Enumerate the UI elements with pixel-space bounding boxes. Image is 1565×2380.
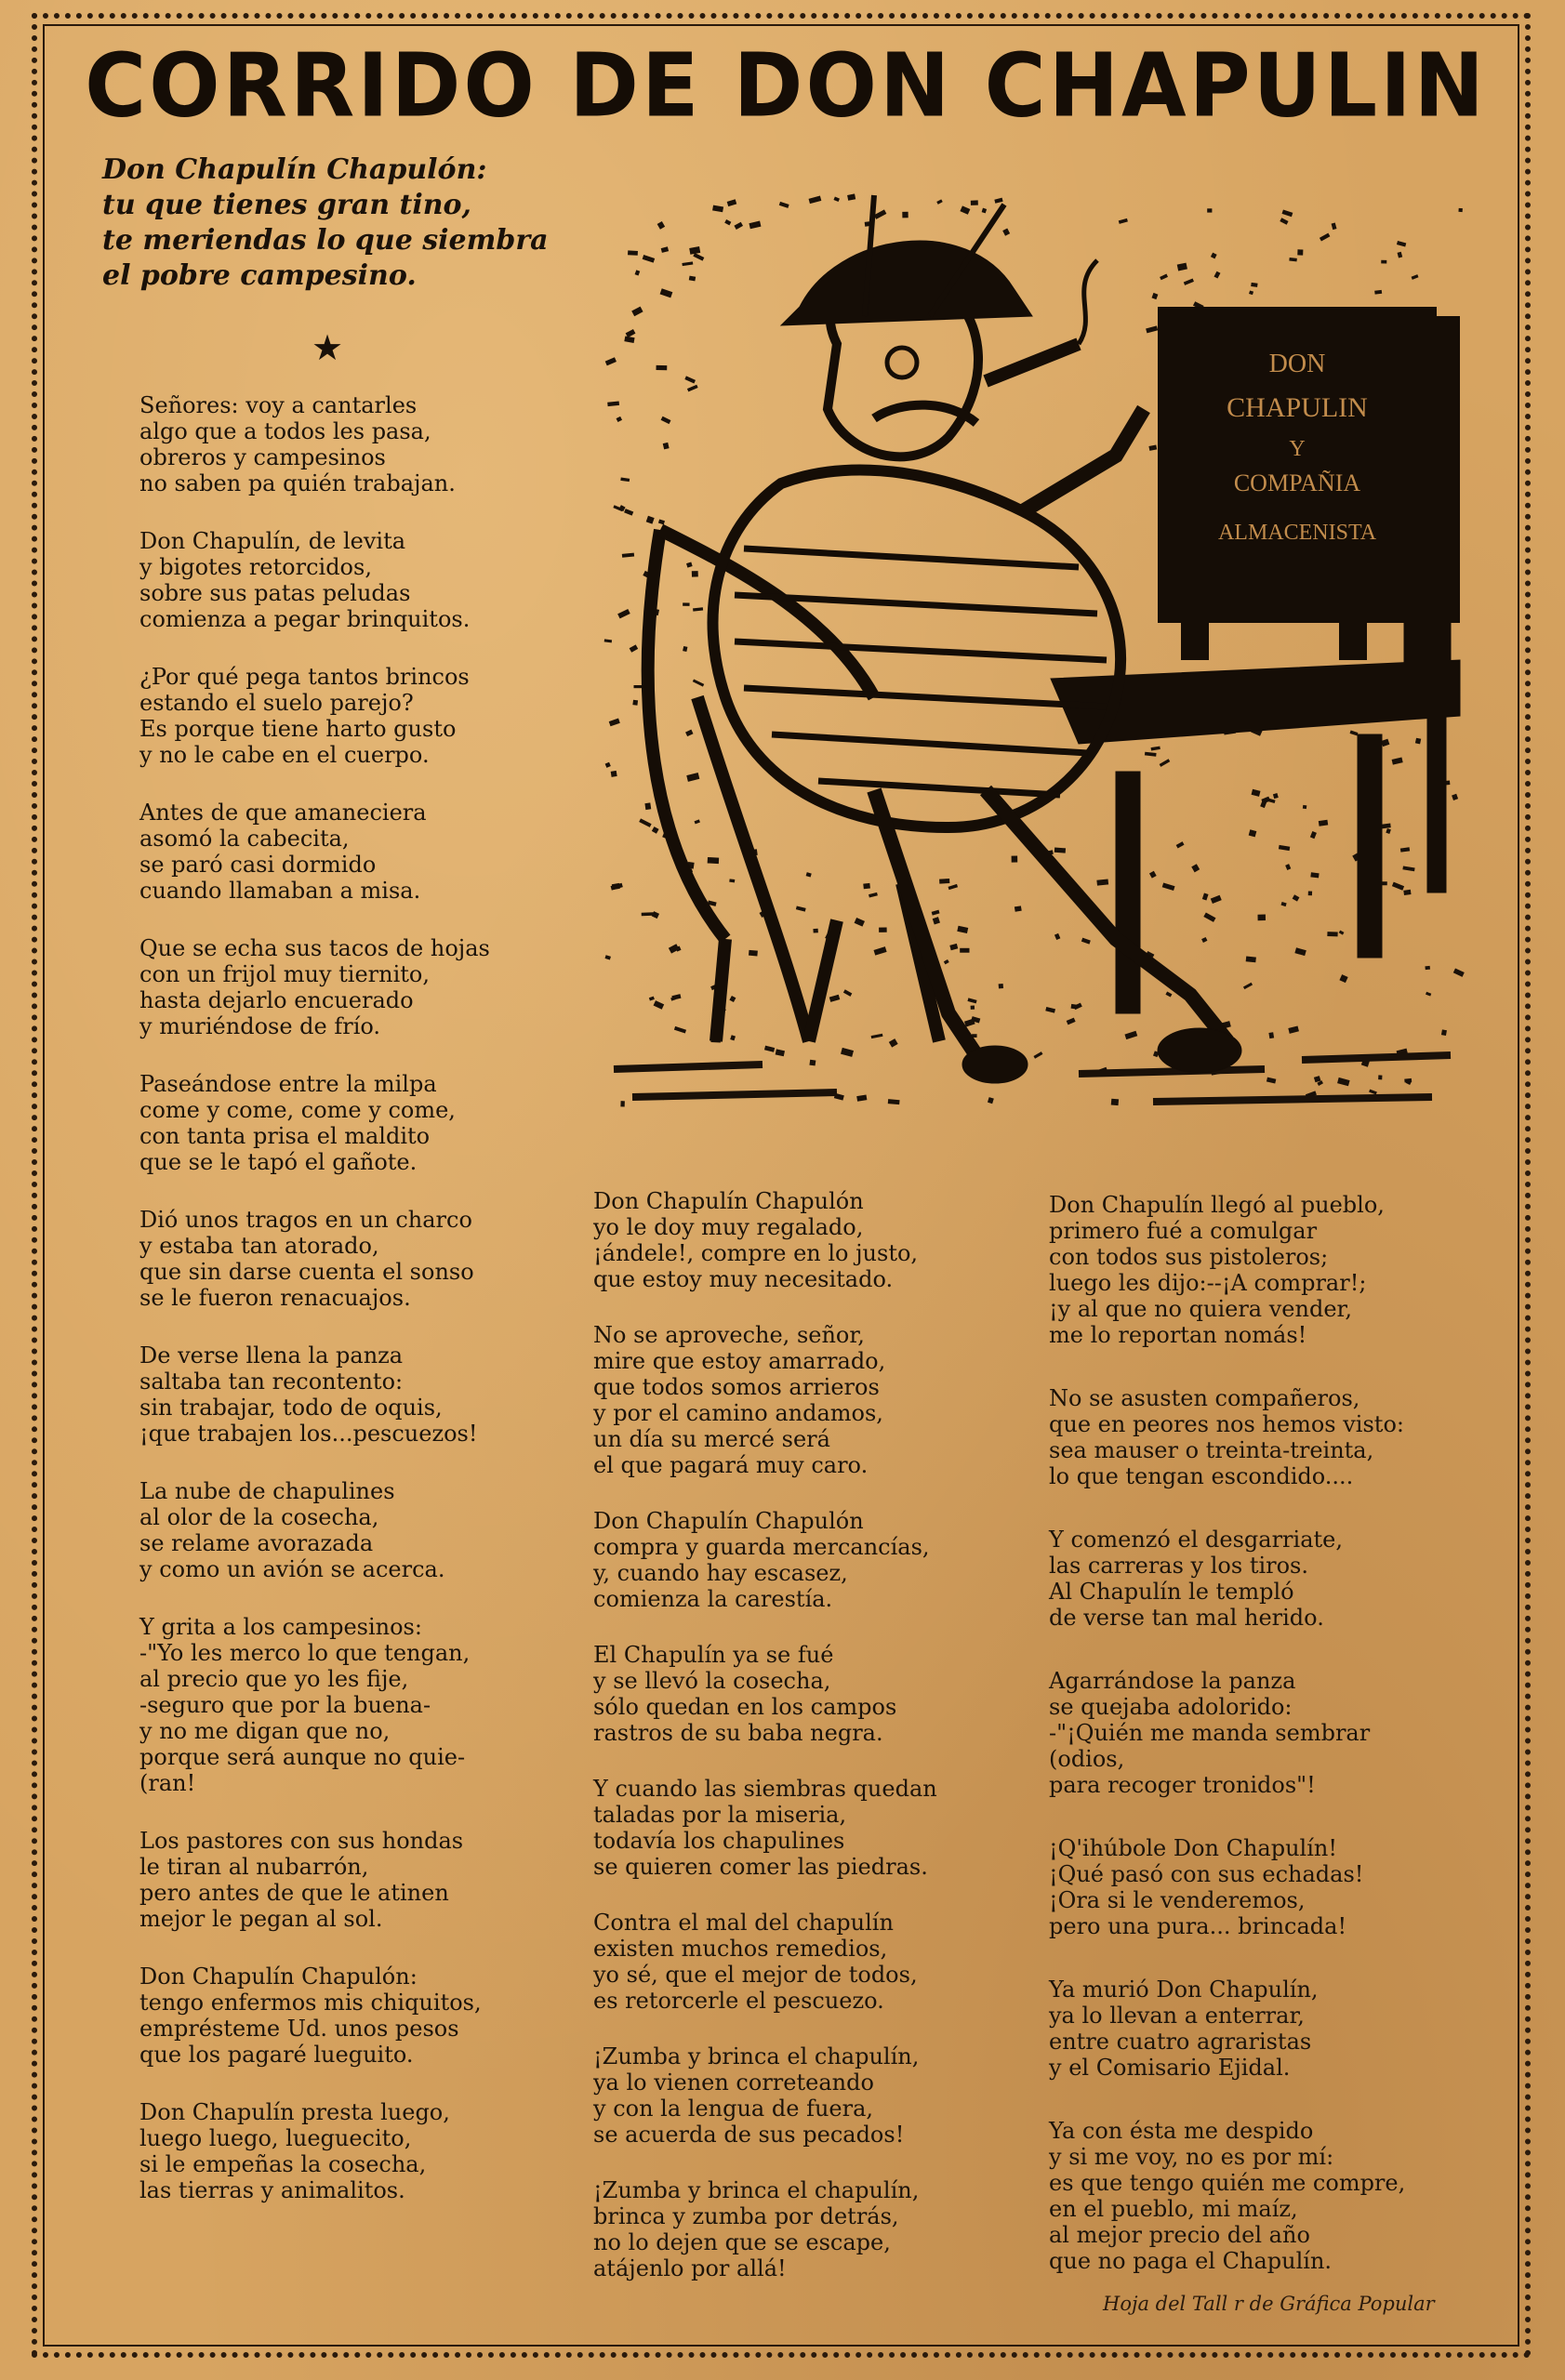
speckle <box>730 1035 736 1040</box>
speckle <box>622 553 634 558</box>
speckle <box>994 198 1002 204</box>
speckle <box>960 205 970 214</box>
speckle <box>1146 325 1158 333</box>
speckle <box>1249 829 1257 837</box>
stanza: Contra el mal del chapulín existen muchos remedios, yo sé, que el mejor de todos, es retorcerle el pescuezo. <box>593 1910 918 2014</box>
speckle <box>1308 891 1312 895</box>
stanza: El Chapulín ya se fué y se llevó la cosecha, sólo quedan en los campos rastros de su baba negra. <box>593 1642 897 1746</box>
speckle <box>646 516 655 524</box>
speckle <box>1339 931 1345 935</box>
speckle <box>1152 293 1159 299</box>
speckle <box>1289 258 1297 261</box>
speckle <box>605 357 617 365</box>
speckle <box>1251 283 1257 287</box>
speckle <box>652 826 659 834</box>
speckle <box>692 571 698 577</box>
speckle <box>639 818 651 827</box>
speckle <box>605 955 611 959</box>
speckle <box>674 1026 686 1034</box>
speckle <box>1453 968 1465 976</box>
sign-line-4: COMPAÑIA <box>1233 469 1361 496</box>
stanza: Los pastores con sus hondas le tiran al nubarrón, pero antes de que le atinen mejor le pegan al sol. <box>139 1828 464 1932</box>
speckle <box>708 857 720 864</box>
speckle <box>630 644 639 652</box>
speckle <box>683 602 689 606</box>
speckle <box>1303 805 1306 809</box>
speckle <box>1149 871 1157 879</box>
speckle <box>617 609 630 618</box>
speckle <box>1403 890 1411 895</box>
speckle <box>685 730 693 736</box>
stanza: Ya con ésta me despido y si me voy, no es por mí: es que tengo quién me compre, en el pueblo, mi maíz, al mejor precio del año que no paga el Chapulín. <box>1049 2118 1406 2274</box>
speckle <box>654 1000 665 1010</box>
sign-line-1: DON <box>1268 350 1326 378</box>
speckle <box>635 270 641 275</box>
speckle <box>660 288 673 298</box>
verse-column-2 <box>593 1188 993 2311</box>
speckle <box>967 998 976 1003</box>
stanza: De verse llena la panza saltaba tan recontento: sin trabajar, todo de oquis, ¡que trabajen los...pescuezos! <box>139 1342 478 1447</box>
speckle <box>695 819 700 824</box>
speckle <box>809 196 822 205</box>
speckle <box>1398 252 1403 258</box>
speckle <box>632 700 638 706</box>
stanza: Y comenzó el desgarriate, las carreras y los tiros. Al Chapulín le templó de verse tan mal herido. <box>1049 1527 1343 1631</box>
speckle <box>682 261 693 266</box>
speckle <box>1310 831 1317 839</box>
speckle <box>1151 747 1160 751</box>
speckle <box>729 996 736 1002</box>
stanza: Don Chapulín Chapulón: tengo enfermos mis chiquitos, emprésteme Ud. unos pesos que los pagaré lueguito. <box>139 1964 482 2068</box>
speckle <box>843 989 852 997</box>
speckle <box>749 221 761 230</box>
speckle <box>1124 1031 1137 1039</box>
speckle <box>1015 906 1022 911</box>
speckle <box>1201 937 1207 943</box>
speckle <box>1297 249 1303 255</box>
speckle <box>964 1019 975 1027</box>
stanza: La nube de chapulines al olor de la cosecha, se relame avorazada y como un avión se acerca. <box>139 1478 445 1582</box>
speckle <box>764 1046 775 1052</box>
speckle <box>683 646 687 652</box>
speckle <box>933 917 940 924</box>
speckle <box>657 221 665 230</box>
speckle <box>1279 845 1290 851</box>
speckle <box>1337 1078 1350 1086</box>
speckle <box>1162 882 1175 891</box>
sign-line-2: CHAPULIN <box>1227 392 1368 423</box>
speckle <box>624 509 633 516</box>
stanza: Paseándose entre la milpa come y come, come y come, con tanta prisa el maldito que se le tapó el gañote. <box>139 1071 456 1175</box>
speckle <box>724 219 731 225</box>
speckle <box>776 1049 785 1056</box>
speckle <box>1184 279 1194 285</box>
speckle <box>1415 738 1421 745</box>
stanza: No se aproveche, señor, mire que estoy amarrado, que todos somos arrieros y por el camino andamos, un día su mercé será el que pagará muy caro. <box>593 1322 886 1478</box>
speckle <box>1350 731 1359 736</box>
speckle <box>686 773 699 782</box>
speckle <box>1314 1076 1321 1082</box>
stanza: Don Chapulín, de levita y bigotes retorcidos, sobre sus patas peludas comienza a pegar brinquitos. <box>139 528 471 632</box>
stanza: Agarrándose la panza se quejaba adolorido: -"¡Quién me manda sembrar (odios, para recoger tronidos"! <box>1049 1668 1371 1798</box>
speckle <box>1249 290 1253 295</box>
speckle <box>617 416 622 422</box>
speckle <box>1243 983 1253 989</box>
speckle <box>948 884 958 890</box>
speckle <box>1148 444 1157 450</box>
speckle <box>607 401 619 406</box>
speckle <box>1332 222 1337 230</box>
speckle <box>1268 1032 1274 1038</box>
speckle <box>1404 1078 1412 1082</box>
speckle <box>661 246 669 253</box>
speckle <box>1386 828 1391 834</box>
speckle <box>1191 864 1200 872</box>
speckle <box>1054 933 1060 940</box>
speckle <box>1310 872 1319 878</box>
speckle <box>847 193 855 200</box>
sign-line-5: ALMACENISTA <box>1217 521 1377 545</box>
speckle <box>841 1048 854 1057</box>
speckle <box>1381 260 1386 264</box>
speckle <box>1392 757 1403 764</box>
speckle <box>624 336 634 343</box>
speckle <box>1214 271 1220 279</box>
speckle <box>999 984 1003 988</box>
speckle <box>1211 895 1222 904</box>
speckle <box>729 879 735 882</box>
speckle <box>634 685 643 688</box>
speckle <box>874 209 887 218</box>
speckle <box>1252 789 1261 797</box>
speckle <box>960 948 969 953</box>
speckle <box>806 872 812 877</box>
speckle <box>1369 1090 1377 1095</box>
speckle <box>611 771 617 777</box>
speckle <box>749 950 758 957</box>
sign-line-3: Y <box>1289 437 1306 461</box>
speckle <box>1267 1078 1276 1084</box>
speckle <box>1096 879 1108 885</box>
stanza: ¡Zumba y brinca el chapulín, brinca y zumba por detrás, no lo dejen que se escape, atájenlo por allá! <box>593 2177 920 2281</box>
speckle <box>1246 957 1256 963</box>
speckle <box>869 892 878 898</box>
speckle <box>727 199 737 206</box>
speckle <box>939 879 949 884</box>
speckle <box>1392 882 1404 891</box>
speckle <box>734 222 743 230</box>
speckle <box>1054 848 1066 853</box>
speckle <box>1425 966 1430 970</box>
stanza: Que se echa sus tacos de hojas con un frijol muy tiernito, hasta dejarlo encuerado y muriéndose de frío. <box>139 935 490 1039</box>
speckle <box>1412 274 1419 280</box>
stanza: Ya murió Don Chapulín, ya lo llevan a enterrar, entre cuatro agraristas y el Comisario Ejidal. <box>1049 1977 1319 2081</box>
speckle <box>1081 938 1091 945</box>
speckle <box>1033 1051 1042 1059</box>
speckle <box>644 802 651 810</box>
speckle <box>1203 912 1215 921</box>
speckle <box>1207 208 1212 212</box>
speckle <box>932 910 940 916</box>
speckle <box>657 365 668 370</box>
stanza: Antes de que amaneciera asomó la cabecita, se paró casi dormido cuando llamaban a misa. <box>139 800 427 904</box>
speckle <box>1400 847 1410 852</box>
star-icon: ★ <box>312 327 344 368</box>
verse-column-1 <box>139 392 549 2235</box>
stanza: Dió unos tragos en un charco y estaba tan atorado, que sin darse cuenta el sonso se le fueron renacuajos. <box>139 1207 474 1311</box>
speckle <box>604 639 612 642</box>
verse-column-3 <box>1049 1192 1449 2311</box>
stanza: Don Chapulín Chapulón yo le doy muy regalado, ¡ándele!, compre en lo justo, que estoy muy necesitado. <box>593 1188 919 1292</box>
stanza: No se asusten compañeros, que en peores nos hemos visto: sea mauser o treinta-treinta, lo que tengan escondido.... <box>1049 1385 1404 1489</box>
speckle <box>643 255 655 263</box>
speckle <box>779 202 789 208</box>
speckle <box>1282 209 1293 217</box>
stanza: Y cuando las siembras quedan taladas por la miseria, todavía los chapulines se quieren comer las piedras. <box>593 1776 937 1880</box>
speckle <box>1319 820 1328 826</box>
speckle <box>1012 855 1018 862</box>
speckle <box>689 276 696 282</box>
speckle <box>1293 894 1300 901</box>
speckle <box>1160 759 1171 767</box>
speckle <box>1426 992 1431 997</box>
speckle <box>605 762 611 768</box>
stanza: ¡Q'ihúbole Don Chapulín! ¡Qué pasó con sus echadas! ¡Ora si le venderemos, pero una pura... brincada! <box>1049 1835 1364 1939</box>
speckle <box>712 205 723 213</box>
speckle <box>642 912 654 916</box>
speckle <box>626 329 636 337</box>
speckle <box>1281 902 1287 906</box>
speckle <box>889 1038 898 1048</box>
speckle <box>1458 208 1462 212</box>
speckle <box>620 1101 625 1106</box>
speckle <box>1441 1029 1447 1036</box>
speckle <box>971 1005 975 1009</box>
speckle <box>1378 1075 1382 1079</box>
speckle <box>944 959 949 964</box>
speckle <box>949 944 958 950</box>
speckle <box>1280 218 1288 224</box>
speckle <box>663 443 670 449</box>
speckle <box>1339 974 1347 983</box>
speckle <box>833 197 839 202</box>
speckle <box>888 1099 900 1104</box>
speckle <box>971 200 978 205</box>
speckle <box>609 719 620 727</box>
speckle <box>871 1034 883 1038</box>
stanza: Don Chapulín presta luego, luego luego, lueguecito, si le empeñas la cosecha, las tierras y animalitos. <box>139 2099 450 2203</box>
speckle <box>628 250 638 255</box>
speckle <box>669 944 680 953</box>
speckle <box>1397 241 1406 246</box>
woodcut-illustration <box>595 177 1469 1134</box>
speckle <box>1382 881 1386 885</box>
speckle <box>689 246 700 255</box>
stanza: Don Chapulín llegó al pueblo, primero fué a comulgar con todos sus pistoleros; luego les dijo:--¡A comprar!; ¡y al que no quiera vender, me lo reportan nomás! <box>1049 1192 1385 1348</box>
speckle <box>631 307 643 317</box>
speckle <box>1211 253 1217 259</box>
speckle <box>1002 229 1010 236</box>
epigraph: Don Chapulín Chapulón: tu que tienes gran tino, te meriendas lo que siembra el pobre campesino. <box>102 153 549 292</box>
speckle <box>813 929 817 933</box>
speckle <box>1177 263 1187 271</box>
speckle <box>902 212 908 218</box>
speckle <box>693 253 704 261</box>
speckle <box>1145 752 1157 757</box>
speckle <box>988 1097 994 1104</box>
speckle <box>863 883 870 889</box>
speckle <box>693 679 704 686</box>
stanza: ¿Por qué pega tantos brincos estando el suelo parejo? Es porque tiene harto gusto y no le cabe en el cuerpo. <box>139 664 470 768</box>
speckle <box>686 562 693 567</box>
stanza: Y grita a los campesinos: -"Yo les merco lo que tengan, al precio que yo les fije, -seguro que por la buena- y no me digan que no, porque será aunque no quie- (ran! <box>139 1614 471 1796</box>
speckle <box>1288 1025 1299 1033</box>
speckle <box>1067 1018 1076 1025</box>
speckle <box>1071 1004 1078 1010</box>
speckle <box>684 376 696 383</box>
speckle <box>1045 1007 1055 1013</box>
speckle <box>620 478 630 483</box>
speckle <box>1176 841 1185 848</box>
speckle <box>982 208 987 214</box>
speckle <box>1320 233 1330 242</box>
speckle <box>1381 739 1389 747</box>
speckle <box>1165 992 1172 998</box>
speckle <box>809 1060 816 1066</box>
speckle <box>1273 793 1279 799</box>
speckle <box>649 997 655 1001</box>
printer-credit: Hoja del Tall r de Gráfica Popular <box>1103 2293 1435 2315</box>
stanza: Don Chapulín Chapulón compra y guarda mercancías, y, cuando hay escasez, comienza la carestía. <box>593 1508 930 1612</box>
speckle <box>693 607 703 611</box>
speckle <box>1202 892 1209 900</box>
speckle <box>855 918 865 927</box>
speckle <box>829 995 841 1002</box>
speckle <box>1111 1099 1119 1105</box>
speckle <box>936 199 943 205</box>
page-title: CORRIDO DE DON CHAPULIN <box>85 34 1487 138</box>
speckle <box>1374 290 1382 295</box>
speckle <box>957 926 968 933</box>
speckle <box>1327 932 1337 936</box>
floor-lines <box>614 1055 1451 1102</box>
speckle <box>1402 866 1414 871</box>
speckle <box>1119 218 1128 224</box>
speckle <box>879 927 887 932</box>
speckle <box>1285 864 1291 870</box>
speckle <box>796 906 806 911</box>
speckle <box>1452 794 1458 800</box>
speckle <box>687 385 698 392</box>
speckle <box>1294 947 1306 956</box>
speckle <box>661 416 671 424</box>
speckle <box>874 946 887 956</box>
stanza: ¡Zumba y brinca el chapulín, ya lo vienen correteando y con la lengua de fuera, se acuerda de sus pecados! <box>593 2043 920 2148</box>
speckle <box>658 520 665 525</box>
speckle <box>1160 274 1168 281</box>
speckle <box>1257 915 1266 921</box>
stanza: Señores: voy a cantarles algo que a todos les pasa, obreros y campesinos no saben pa quién trabajan. <box>139 392 456 496</box>
speckle <box>856 1094 867 1101</box>
